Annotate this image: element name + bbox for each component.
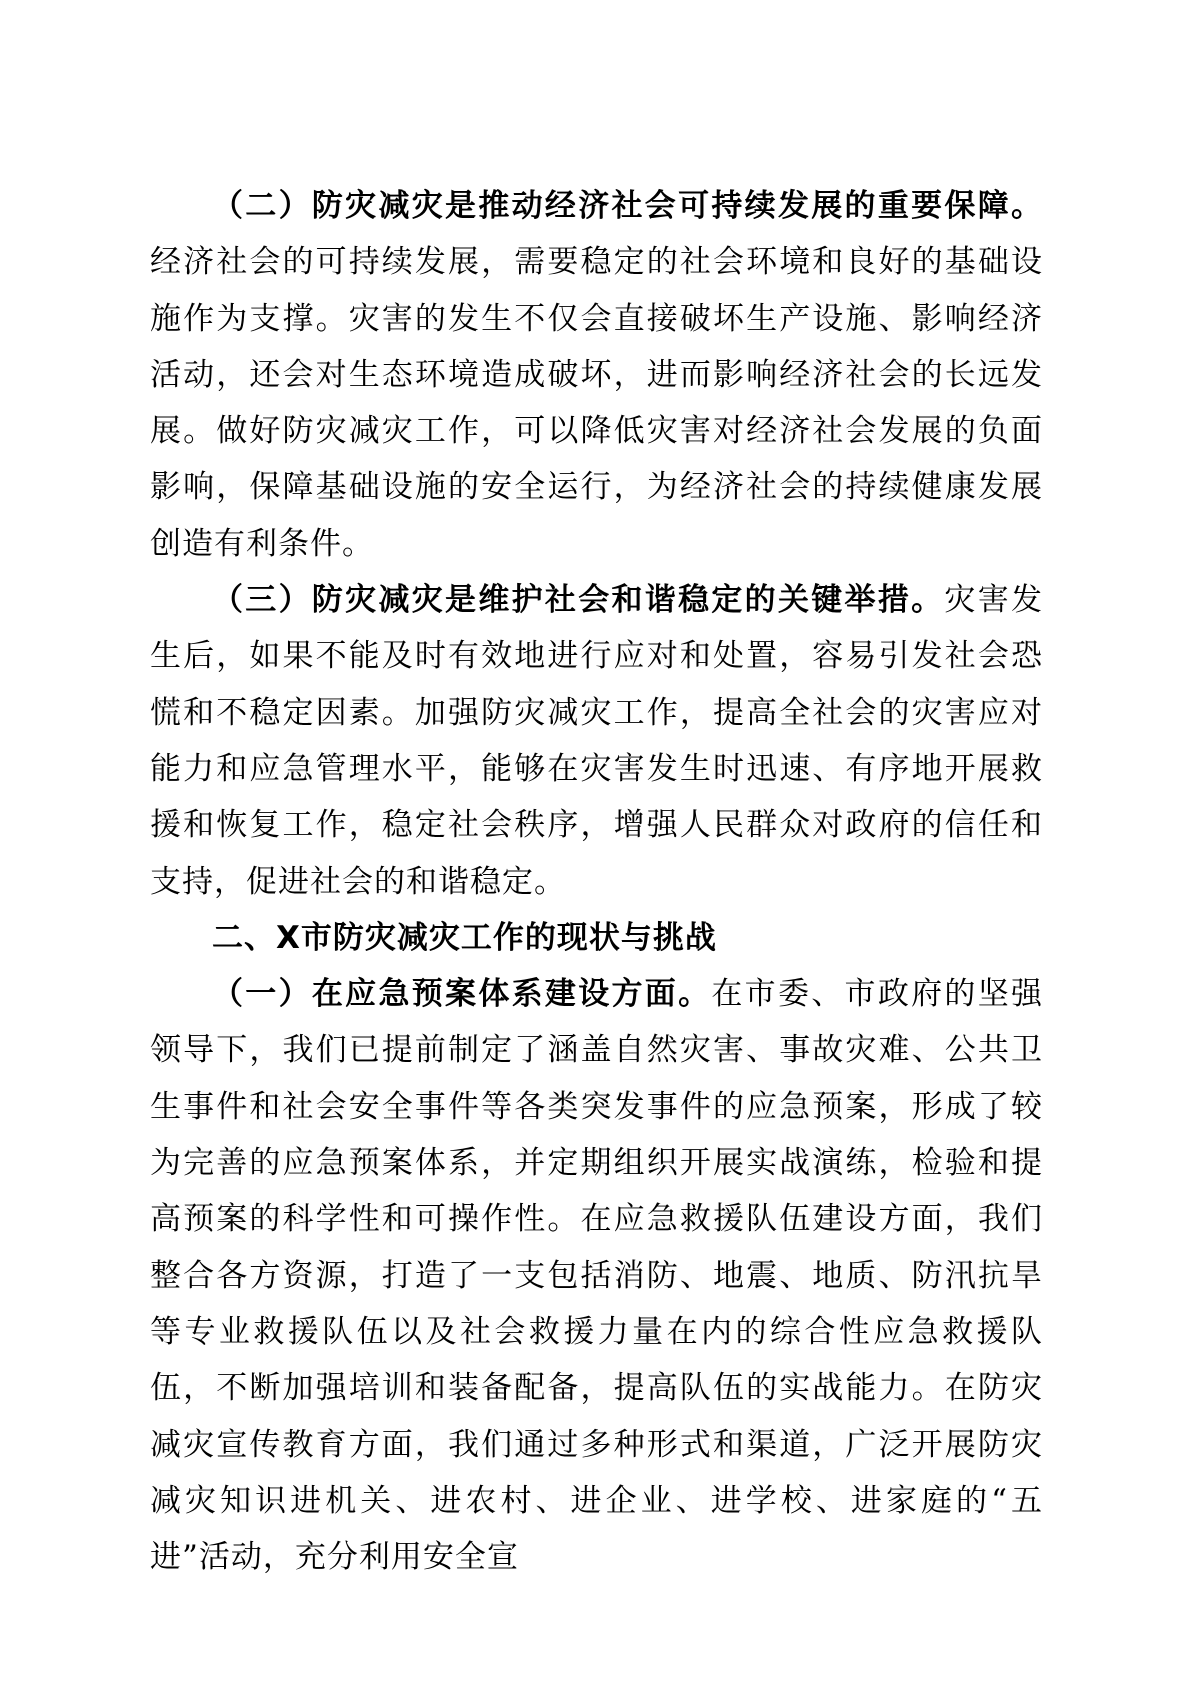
paragraph-text: 在市委、市政府的坚强领导下，我们已提前制定了涵盖自然灾害、事故灾难、公共卫生事件和社会安全事件等各类突发事件的应急预案，形成了较为完善的应急预案体系，并定期组织开展实战演练，检验和提高预案的科学性和可操作性。在应急救援队伍建设方面，我们整合各方资源，打造了一支包括消防、地震、地质、防汛抗旱等专业救援队伍以及社会救援力量在内的综合性应急救援队伍，不断加强培训和装备配备，提高队伍的实战能力。在防灾减灾宣传教育方面，我们通过多种形式和渠道，广泛开展防灾减灾知识进机关、进农村、进企业、进学校、进家庭的“五进”活动，充分利用安全宣: [150, 976, 1043, 1576]
paragraph-lead: （二）防灾减灾是推动经济社会可持续发展的重要保障。: [212, 188, 1043, 224]
paragraph: [150, 966, 1043, 1585]
paragraph-lead: （一）在应急预案体系建设方面。: [212, 976, 712, 1013]
paragraph-text: 经济社会的可持续发展，需要稳定的社会环境和良好的基础设施作为支撑。灾害的发生不仅会直接破坏生产设施、影响经济活动，还会对生态环境造成破坏，进而影响经济社会的长远发展。做好防灾减灾工作，可以降低灾害对经济社会发展的负面影响，保障基础设施的安全运行，为经济社会的持续健康发展创造有利条件。: [150, 244, 1043, 562]
paragraph: [150, 178, 1043, 572]
paragraph-lead: （三）防灾减灾是维护社会和谐稳定的关键举措。: [212, 582, 945, 619]
section-heading: 二、X市防灾减灾工作的现状与挑战: [212, 919, 717, 956]
paragraph-text: 灾害发生后，如果不能及时有效地进行应对和处置，容易引发社会恐慌和不稳定因素。加强防灾减灾工作，提高全社会的灾害应对能力和应急管理水平，能够在灾害发生时迅速、有序地开展救援和恢复工作，稳定社会秩序，增强人民群众对政府的信任和支持，促进社会的和谐稳定。: [150, 582, 1044, 900]
document-page: [150, 178, 1043, 1585]
paragraph: [150, 572, 1043, 910]
